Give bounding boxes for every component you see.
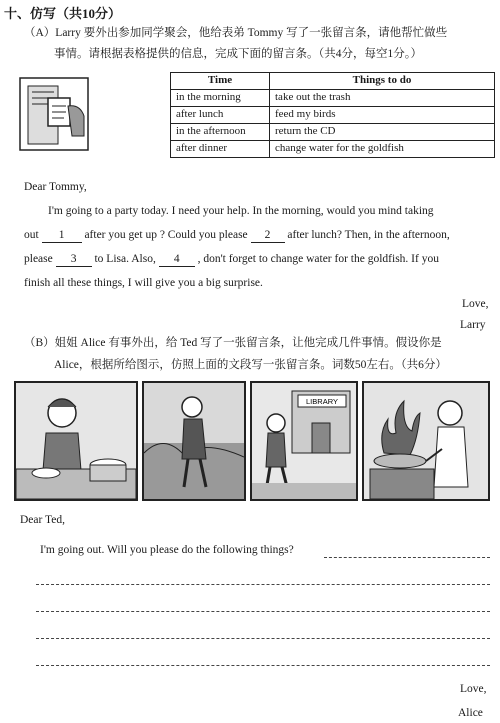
part-a-intro-line1: （A）Larry 要外出参加同学聚会，他给表弟 Tommy 写了一张留言条，请他帮忙做些 — [24, 27, 448, 39]
cooking-illustration — [16, 383, 136, 499]
table-row — [171, 141, 495, 158]
picture-stove — [362, 381, 490, 501]
letter-text: after you get up ? Could you please — [84, 229, 248, 241]
letter-text: , don't forget to change water for the goldfish. If you — [197, 253, 439, 265]
letter-b-closing: Love, — [460, 683, 487, 695]
letter-b-greeting: Dear Ted, — [20, 514, 65, 526]
letter-a-line4: finish all these things, I will give you a big surprise. — [24, 277, 263, 289]
table-cell: after lunch — [171, 107, 270, 124]
writing-line[interactable] — [36, 584, 490, 585]
part-b-intro-line2: Alice，根据所给图示，仿照上面的文段写一张留言条。词数50左右。（共6分） — [54, 359, 447, 371]
letter-b-line1: I'm going out. Will you please do the following things? — [40, 544, 294, 556]
table-cell: change water for the goldfish — [270, 141, 495, 158]
stove-illustration — [364, 383, 488, 499]
table-header-time: Time — [171, 73, 270, 90]
table-cell: feed my birds — [270, 107, 495, 124]
answer-blank-1[interactable]: 1 — [42, 228, 82, 243]
picture-cooking — [14, 381, 138, 501]
part-a-intro-line2: 事情。请根据表格提供的信息，完成下面的留言条。（共4分，每空1分。） — [54, 48, 422, 60]
letter-a-greeting: Dear Tommy, — [24, 181, 87, 193]
table-row — [171, 107, 495, 124]
letter-a-line3 — [24, 252, 439, 267]
letter-a-signature: Larry — [460, 319, 486, 331]
note-on-door-picture — [18, 76, 90, 152]
picture-outdoor — [142, 381, 246, 501]
letter-text: please — [24, 253, 53, 265]
letter-text: out — [24, 229, 39, 241]
table-cell: after dinner — [171, 141, 270, 158]
writing-line[interactable] — [36, 611, 490, 612]
writing-line[interactable] — [36, 665, 490, 666]
answer-blank-4[interactable]: 4 — [159, 252, 195, 267]
writing-line[interactable] — [324, 557, 490, 558]
letter-a-closing: Love, — [462, 298, 489, 310]
letter-text: to Lisa. Also, — [94, 253, 156, 265]
picture-library — [250, 381, 358, 501]
table-cell: return the CD — [270, 124, 495, 141]
table-cell: in the afternoon — [171, 124, 270, 141]
things-to-do-table — [170, 72, 495, 158]
table-header-things: Things to do — [270, 73, 495, 90]
table-cell: in the morning — [171, 90, 270, 107]
answer-blank-3[interactable]: 3 — [56, 252, 92, 267]
letter-b-signature: Alice — [458, 707, 483, 719]
part-b-intro-line1: （B）姐姐 Alice 有事外出，给 Ted 写了一张留言条，让他完成几件事情。假设你是 — [24, 337, 442, 349]
section-title: 十、仿写（共10分） — [4, 6, 122, 21]
outdoor-illustration — [144, 383, 244, 499]
answer-blank-2[interactable]: 2 — [251, 228, 285, 243]
table-row — [171, 124, 495, 141]
writing-line[interactable] — [36, 638, 490, 639]
table-cell: take out the trash — [270, 90, 495, 107]
letter-text: after lunch? Then, in the afternoon, — [287, 229, 450, 241]
letter-a-line1: I'm going to a party today. I need your help. In the morning, would you mind taking — [48, 205, 434, 217]
library-sign-text: LIBRARY — [306, 397, 338, 406]
table-row — [171, 90, 495, 107]
letter-a-line2 — [24, 228, 450, 243]
library-illustration — [252, 383, 356, 499]
